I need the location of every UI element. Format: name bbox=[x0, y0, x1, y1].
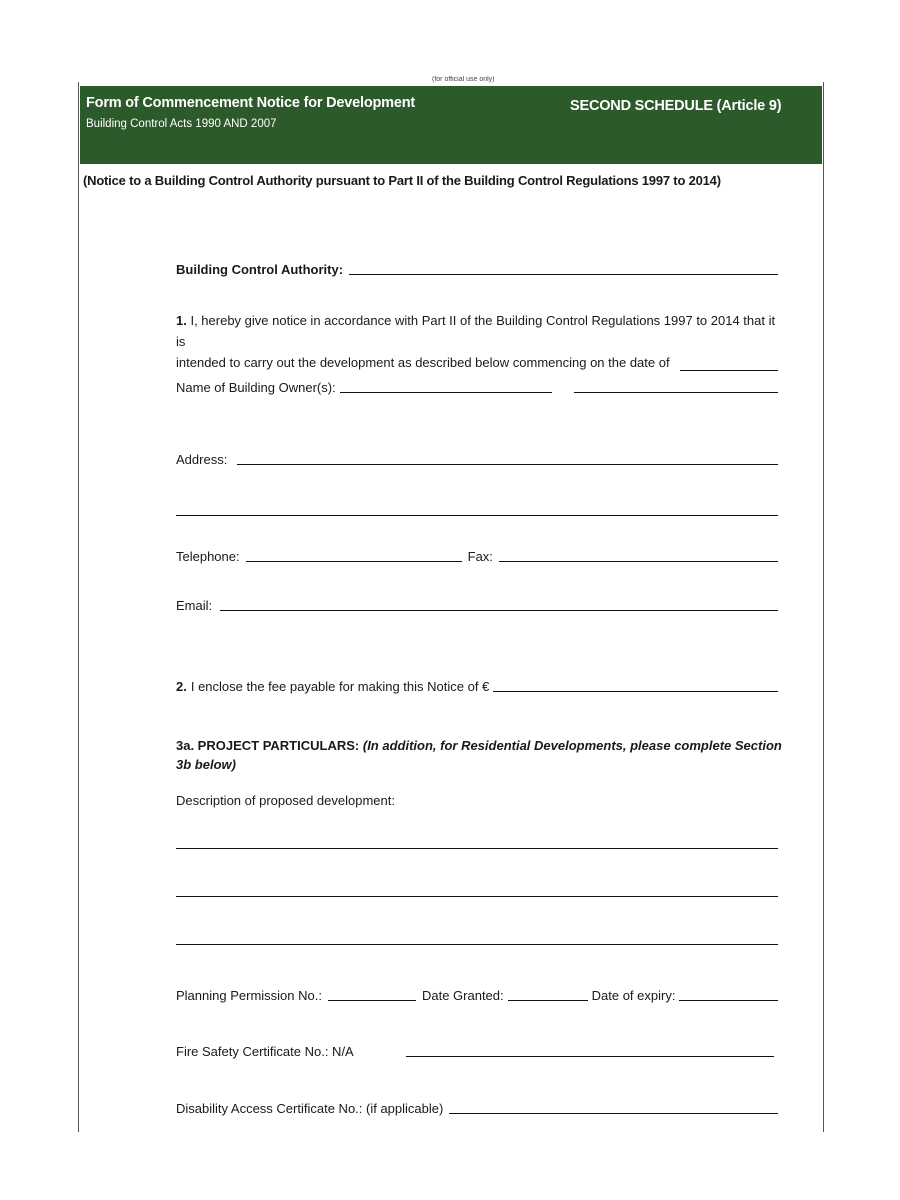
form-header bbox=[80, 86, 822, 164]
email-field[interactable] bbox=[220, 609, 778, 611]
description-field-1[interactable] bbox=[176, 848, 778, 849]
telephone-field[interactable] bbox=[246, 560, 462, 562]
planning-row bbox=[176, 988, 778, 1003]
address-label: Address: bbox=[176, 452, 228, 467]
description-label: Description of proposed development: bbox=[176, 793, 395, 808]
notice-statement: (Notice to a Building Control Authority pursuant to Part II of the Building Control Regulations 1997 to 2014) bbox=[83, 173, 721, 188]
owner-field-2[interactable] bbox=[574, 391, 778, 393]
commencement-date-field[interactable] bbox=[680, 369, 778, 371]
section-3a-heading: 3a. PROJECT PARTICULARS: bbox=[176, 738, 360, 753]
planning-number-field[interactable] bbox=[328, 999, 416, 1001]
fire-row bbox=[176, 1044, 774, 1059]
date-granted-field[interactable] bbox=[508, 999, 588, 1001]
section-1 bbox=[176, 310, 781, 373]
address-field-2[interactable] bbox=[176, 515, 778, 516]
description-field-2[interactable] bbox=[176, 896, 778, 897]
fee-field[interactable] bbox=[493, 690, 778, 692]
email-label: Email: bbox=[176, 598, 213, 613]
section-2-number: 2. bbox=[176, 679, 187, 694]
fax-field[interactable] bbox=[499, 560, 778, 562]
address-field-1[interactable] bbox=[237, 463, 778, 465]
disability-label: Disability Access Certificate No.: (if applicable) bbox=[176, 1101, 444, 1116]
disability-certificate-field[interactable] bbox=[449, 1112, 778, 1114]
section-2-text: I enclose the fee payable for making this Notice of € bbox=[190, 679, 490, 694]
form-subtitle: Building Control Acts 1990 AND 2007 bbox=[86, 118, 277, 130]
date-expiry-label: Date of expiry: bbox=[591, 988, 676, 1003]
telephone-label: Telephone: bbox=[176, 549, 240, 564]
section-3a-note: (In addition, for Residential Developments, please complete Section 3b below) bbox=[176, 738, 782, 772]
description-field-3[interactable] bbox=[176, 944, 778, 945]
fax-label: Fax: bbox=[467, 549, 493, 564]
address-row bbox=[176, 452, 778, 467]
fire-label: Fire Safety Certificate No.: N/A bbox=[176, 1044, 354, 1059]
section-2-row bbox=[176, 679, 778, 694]
disability-row bbox=[176, 1101, 778, 1116]
fire-certificate-field[interactable] bbox=[406, 1055, 774, 1057]
section-1-text-a: I, hereby give notice in accordance with Part II of the Building Control Regulations 1997 to 2014 that it is bbox=[176, 313, 776, 349]
official-use-snippet: (for official use only) bbox=[432, 76, 495, 83]
schedule-label: SECOND SCHEDULE (Article 9) bbox=[570, 98, 782, 114]
planning-label: Planning Permission No.: bbox=[176, 988, 322, 1003]
authority-field[interactable] bbox=[349, 273, 778, 275]
email-row bbox=[176, 598, 778, 613]
owner-field-1[interactable] bbox=[340, 391, 552, 393]
authority-label: Building Control Authority: bbox=[176, 262, 344, 277]
owner-row bbox=[176, 380, 778, 395]
date-expiry-field[interactable] bbox=[679, 999, 778, 1001]
date-granted-label: Date Granted: bbox=[421, 988, 504, 1003]
owner-label: Name of Building Owner(s): bbox=[176, 380, 336, 395]
section-1-number: 1. bbox=[176, 313, 187, 328]
section-1-text-b: intended to carry out the development as described below commencing on the date of bbox=[176, 355, 670, 370]
section-3a-heading-block bbox=[176, 736, 786, 774]
phone-fax-row bbox=[176, 549, 778, 564]
form-title: Form of Commencement Notice for Development bbox=[86, 95, 415, 111]
authority-row bbox=[176, 262, 778, 277]
